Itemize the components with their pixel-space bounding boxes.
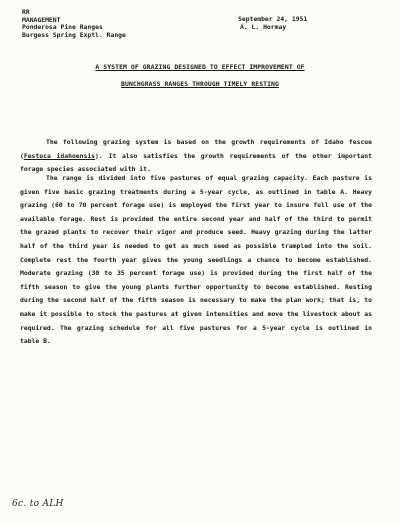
paragraph-1-text-end: ). It also satisfies the growth requirements of the other important forage species associated with it. xyxy=(20,151,372,174)
document-title-line-1: A SYSTEM OF GRAZING DESIGNED TO EFFECT IMPROVEMENT OF xyxy=(95,63,305,71)
document-author: A. L. Hormay xyxy=(240,22,287,31)
paragraph-1 xyxy=(20,136,372,177)
handwritten-note: 6c. to ALH xyxy=(12,499,64,509)
header-left xyxy=(22,9,126,39)
paragraph-2-text: The range is divided into five pastures of equal grazing capacity. Each pasture is given five basic grazing treatments during a 5-year cycle, as outlined in table A. Heavy grazing (60 to 70 percent forage use) is employed the first year to insure full use of the available forage. Rest is provided the entire second year and half of the third to permit the grazed plants to recover their vigor and produce seed. Heavy grazing during the latter half of the third year is needed to get as much seed as possible trampled into the soil. Complete rest the fourth year gives the young seedlings a chance to become established. Moderate grazing (30 to 35 percent forage use) is provided during the first half of the fifth season to give the young plants further opportunity to become established. Resting during the second half of the fifth season is necessary to make the plan work; that is, to make it possible to stock the pastures at given intensities and move the livestock about as required. The grazing schedule for all five pastures for a 5-year cycle is outlined in table B. xyxy=(20,174,372,346)
document-date: September 24, 1951 xyxy=(238,15,308,23)
header-line-range-type: Ponderosa Pine Ranges xyxy=(22,23,103,32)
paragraph-1-text-start: The following grazing system is based on the growth requirements of Idaho fescue ( xyxy=(20,138,372,160)
header-line-station: Burgess Spring Exptl. Range xyxy=(22,30,126,39)
header-line-subject: MANAGEMENT xyxy=(22,15,61,24)
paragraph-2 xyxy=(20,172,372,349)
species-name: Festuca idahoensis xyxy=(23,151,96,160)
header-line-code: RR xyxy=(22,8,30,16)
document-title-line-2: BUNCHGRASS RANGES THROUGH TIMELY RESTING xyxy=(121,80,279,88)
header-right xyxy=(238,16,307,31)
